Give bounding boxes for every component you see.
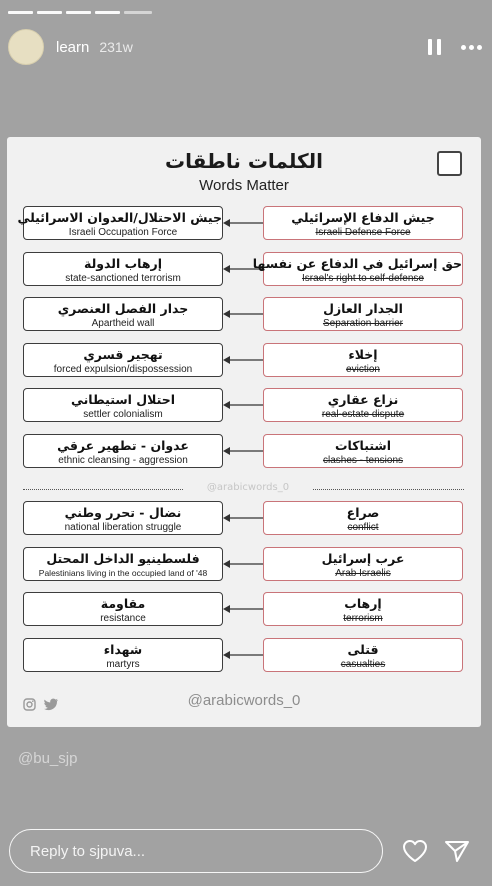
arrow-left-icon [223, 445, 263, 457]
story-image-card [7, 137, 481, 727]
term-rejected [263, 434, 463, 468]
avatar[interactable] [8, 29, 44, 65]
term-english: resistance [100, 613, 146, 624]
term-arabic: احتلال استيطاني [70, 392, 176, 407]
term-rejected [263, 297, 463, 331]
term-arabic: قتلى [347, 641, 379, 657]
header-controls [428, 39, 482, 55]
term-english: settler colonialism [83, 409, 163, 420]
story-header [8, 28, 482, 66]
term-preferred [23, 592, 223, 626]
arrow-left-icon [223, 308, 263, 320]
arrow-left-icon [223, 217, 263, 229]
term-arabic: صراع [346, 505, 380, 520]
term-english: forced expulsion/dispossession [53, 363, 193, 375]
term-preferred [17, 206, 223, 240]
term-english: Israeli Defense Force [315, 227, 411, 238]
term-arabic: نضال - تحرر وطني [64, 505, 182, 520]
send-icon[interactable] [444, 839, 470, 863]
term-arabic: إرهاب [344, 596, 382, 611]
term-rejected [263, 501, 463, 535]
term-arabic: فلسطينيو الداخل المحتل [46, 550, 200, 566]
term-preferred [23, 501, 223, 535]
heart-icon[interactable] [402, 839, 428, 863]
term-english: Israeli Occupation Force [68, 227, 178, 238]
username[interactable]: learn [56, 38, 90, 56]
term-english: casualties [340, 658, 386, 670]
arrow-left-icon [223, 399, 263, 411]
term-rejected [263, 592, 463, 626]
term-arabic: حق إسرائيل في الدفاع عن نفسها [252, 255, 462, 271]
term-rejected [263, 343, 463, 377]
source-handle: @arabicwords_0 [187, 692, 301, 709]
term-arabic: عرب إسرائيل [321, 550, 405, 566]
term-english: Apartheid wall [91, 318, 155, 329]
term-english: Palestinians living in the occupied land of '48 [38, 567, 208, 578]
term-rejected [263, 547, 463, 581]
term-arabic: إخلاء [348, 346, 378, 362]
term-english: real-estate dispute [321, 409, 405, 420]
arrow-left-icon [223, 558, 263, 570]
arrow-left-icon [223, 603, 263, 615]
term-preferred [23, 434, 223, 468]
progress-segment [95, 11, 120, 14]
term-rejected [263, 638, 463, 672]
arrow-left-icon [223, 649, 263, 661]
term-preferred [23, 343, 223, 377]
term-english: clashes - tensions [322, 454, 404, 466]
term-rejected [263, 206, 463, 240]
term-preferred [23, 388, 223, 422]
pause-icon[interactable] [428, 39, 441, 55]
term-arabic: جيش الاحتلال/العدوان الاسرائيلي [17, 210, 222, 225]
term-arabic: جيش الدفاع الإسرائيلي [291, 210, 435, 225]
mention-sticker[interactable]: @bu_sjp [18, 750, 78, 767]
term-arabic: جدار الفصل العنصري [57, 301, 189, 316]
term-english: state-sanctioned terrorism [65, 272, 181, 284]
term-arabic: عدوان - تطهير عرقي [57, 437, 189, 453]
term-preferred [23, 252, 223, 286]
story-progress-bar [8, 11, 152, 14]
term-arabic: نزاع عقاري [327, 392, 399, 407]
reply-input[interactable] [10, 830, 382, 872]
term-english: martyrs [106, 658, 140, 670]
term-english: Israel's right to self-defense [302, 272, 424, 284]
term-rejected [252, 252, 463, 286]
term-english: national liberation struggle [64, 522, 182, 533]
section-divider [23, 484, 464, 494]
arrow-left-icon [223, 512, 263, 524]
term-english: Arab Israelis [335, 567, 391, 579]
term-preferred [23, 638, 223, 672]
card-title-english: Words Matter [199, 177, 289, 194]
checkbox-icon [437, 151, 462, 176]
more-icon[interactable] [461, 45, 482, 50]
arrow-left-icon [223, 354, 263, 366]
progress-segment [37, 11, 62, 14]
term-english: eviction [346, 363, 380, 375]
term-arabic: تهجير قسري [83, 346, 163, 362]
progress-segment-active [124, 11, 152, 14]
term-arabic: شهداء [103, 641, 143, 657]
post-time: 231w [99, 39, 133, 55]
reply-box[interactable] [9, 829, 383, 873]
card-title-arabic: الكلمات ناطقات [165, 149, 323, 173]
term-preferred [23, 297, 223, 331]
term-english: terrorism [343, 613, 383, 624]
term-preferred [23, 547, 223, 581]
watermark: @arabicwords_0 [206, 482, 290, 493]
progress-segment [8, 11, 33, 14]
term-arabic: مقاومة [100, 596, 146, 611]
term-arabic: اشتباكات [335, 437, 391, 453]
term-english: Separation barrier [322, 318, 404, 329]
term-rejected [263, 388, 463, 422]
term-arabic: الجدار العازل [323, 301, 403, 316]
term-arabic: إرهاب الدولة [84, 255, 162, 271]
progress-segment [66, 11, 91, 14]
term-english: ethnic cleansing - aggression [58, 454, 188, 466]
term-english: conflict [347, 522, 379, 533]
